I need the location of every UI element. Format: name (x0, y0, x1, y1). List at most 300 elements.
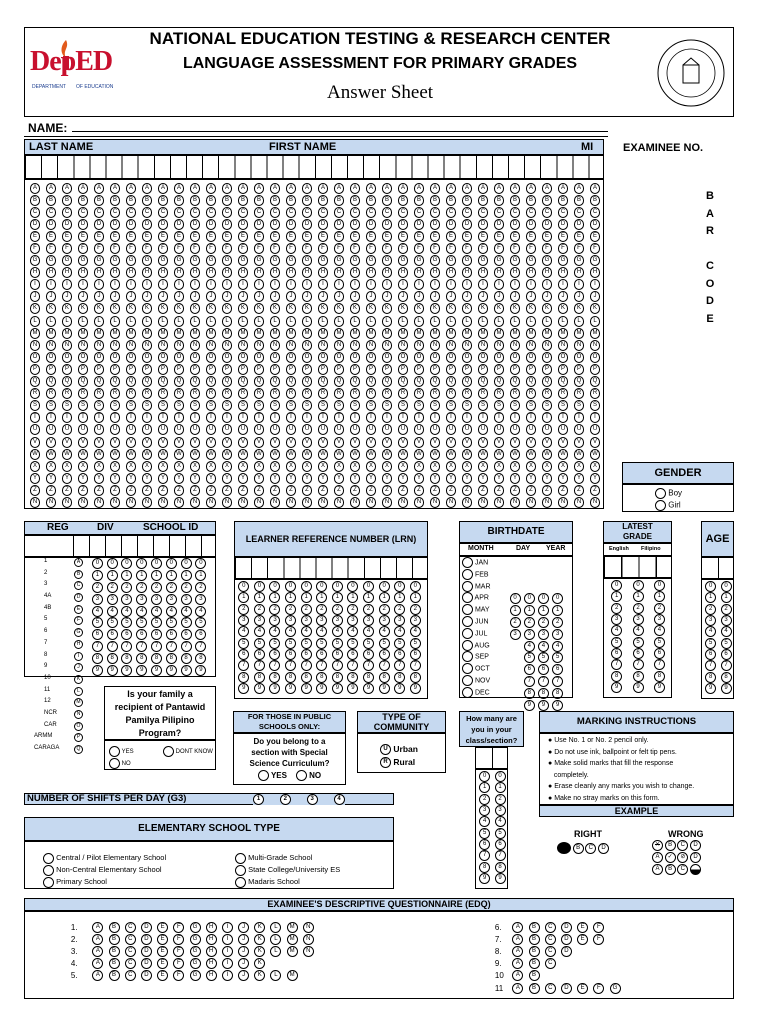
name-bubble[interactable]: R (46, 388, 57, 399)
name-bubble[interactable]: W (94, 449, 105, 460)
name-bubble[interactable]: S (142, 400, 153, 411)
date-bubble[interactable]: 0 (538, 593, 549, 604)
digit-bubble[interactable]: 6 (495, 839, 506, 850)
name-bubble[interactable]: W (590, 449, 601, 460)
name-bubble[interactable]: L (62, 316, 73, 327)
name-bubble[interactable]: M (206, 328, 217, 339)
name-bubble[interactable]: S (590, 400, 601, 411)
name-bubble[interactable]: C (126, 207, 137, 218)
name-bubble[interactable]: G (318, 255, 329, 266)
edq-bubble[interactable]: D (141, 946, 152, 957)
name-bubble[interactable]: B (398, 195, 409, 206)
digit-bubble[interactable]: 7 (195, 641, 206, 652)
name-bubble[interactable]: O (350, 352, 361, 363)
name-bubble[interactable]: X (526, 461, 537, 472)
name-bubble[interactable]: Z (318, 485, 329, 496)
name-bubble[interactable]: F (414, 243, 425, 254)
name-bubble[interactable]: K (158, 303, 169, 314)
name-bubble[interactable]: R (126, 388, 137, 399)
date-bubble[interactable]: 1 (510, 605, 521, 616)
edq-bubble[interactable]: N (303, 934, 314, 945)
name-bubble[interactable]: U (270, 424, 281, 435)
digit-bubble[interactable]: 4 (285, 626, 296, 637)
edq-bubble[interactable]: A (512, 958, 523, 969)
name-bubble[interactable]: P (302, 364, 313, 375)
name-bubble[interactable]: J (574, 291, 585, 302)
name-bubble[interactable]: Y (238, 473, 249, 484)
name-bubble[interactable]: U (318, 424, 329, 435)
digit-bubble[interactable]: 3 (136, 594, 147, 605)
digit-bubble[interactable]: 0 (238, 581, 249, 592)
name-bubble[interactable]: N (94, 340, 105, 351)
name-bubble[interactable]: L (206, 316, 217, 327)
name-bubble[interactable]: B (254, 195, 265, 206)
digit-bubble[interactable]: 1 (611, 591, 622, 602)
digit-bubble[interactable]: 9 (166, 665, 177, 676)
name-bubble[interactable]: B (590, 195, 601, 206)
date-bubble[interactable]: 4 (552, 641, 563, 652)
digit-bubble[interactable]: 2 (316, 604, 327, 615)
name-bubble[interactable]: S (238, 400, 249, 411)
digit-bubble[interactable]: 3 (285, 615, 296, 626)
digit-bubble[interactable]: 4 (332, 626, 343, 637)
name-bubble[interactable]: R (190, 388, 201, 399)
name-bubble[interactable]: Y (494, 473, 505, 484)
name-bubble[interactable]: A (78, 183, 89, 194)
digit-bubble[interactable]: 4 (379, 626, 390, 637)
date-bubble[interactable]: 3 (524, 629, 535, 640)
name-bubble[interactable]: K (318, 303, 329, 314)
name-bubble[interactable]: W (286, 449, 297, 460)
name-bubble[interactable]: D (526, 219, 537, 230)
name-bubble[interactable]: X (30, 461, 41, 472)
name-bubble[interactable]: U (142, 424, 153, 435)
name-bubble[interactable]: R (398, 388, 409, 399)
name-bubble[interactable]: S (286, 400, 297, 411)
name-bubble[interactable]: U (30, 424, 41, 435)
name-bubble[interactable]: K (558, 303, 569, 314)
month-bubble[interactable] (462, 628, 473, 639)
edq-bubble[interactable]: G (190, 970, 201, 981)
region-bubble[interactable]: I (74, 652, 83, 661)
name-bubble[interactable]: W (62, 449, 73, 460)
name-bubble[interactable]: M (62, 328, 73, 339)
edq-bubble[interactable]: A (92, 946, 103, 957)
digit-bubble[interactable]: 1 (316, 592, 327, 603)
name-bubble[interactable]: I (174, 279, 185, 290)
name-bubble[interactable]: X (158, 461, 169, 472)
name-bubble[interactable]: N (142, 340, 153, 351)
name-bubble[interactable]: G (62, 255, 73, 266)
name-bubble[interactable]: Z (30, 485, 41, 496)
name-bubble[interactable]: F (318, 243, 329, 254)
edq-bubble[interactable]: G (190, 958, 201, 969)
region-bubble[interactable]: O (74, 722, 83, 731)
edq-bubble[interactable]: E (577, 922, 588, 933)
name-bubble[interactable]: U (62, 424, 73, 435)
digit-bubble[interactable]: 6 (611, 648, 622, 659)
name-bubble[interactable]: T (78, 412, 89, 423)
name-bubble[interactable]: G (382, 255, 393, 266)
name-bubble[interactable]: N (526, 340, 537, 351)
name-bubble[interactable]: V (462, 437, 473, 448)
name-bubble[interactable]: A (542, 183, 553, 194)
name-bubble[interactable]: T (574, 412, 585, 423)
name-bubble[interactable]: A (30, 183, 41, 194)
name-bubble[interactable]: H (542, 267, 553, 278)
name-bubble[interactable]: B (526, 195, 537, 206)
name-bubble[interactable]: J (206, 291, 217, 302)
name-bubble[interactable]: S (110, 400, 121, 411)
name-bubble[interactable]: F (430, 243, 441, 254)
name-bubble[interactable]: F (174, 243, 185, 254)
name-bubble[interactable]: P (542, 364, 553, 375)
name-bubble[interactable]: I (286, 279, 297, 290)
name-bubble[interactable]: K (30, 303, 41, 314)
name-bubble[interactable]: B (510, 195, 521, 206)
name-bubble[interactable]: K (590, 303, 601, 314)
name-bubble[interactable]: V (94, 437, 105, 448)
name-bubble[interactable]: J (414, 291, 425, 302)
name-bubble[interactable]: C (46, 207, 57, 218)
name-bubble[interactable]: B (462, 195, 473, 206)
digit-bubble[interactable]: 1 (195, 570, 206, 581)
name-bubble[interactable]: E (590, 231, 601, 242)
name-bubble[interactable]: P (142, 364, 153, 375)
digit-bubble[interactable]: 3 (121, 594, 132, 605)
name-bubble[interactable]: V (142, 437, 153, 448)
name-bubble[interactable]: F (30, 243, 41, 254)
digit-bubble[interactable]: 0 (495, 771, 506, 782)
state-college-bubble[interactable] (235, 865, 246, 876)
name-bubble[interactable]: H (238, 267, 249, 278)
digit-bubble[interactable]: 0 (285, 581, 296, 592)
name-bubble[interactable]: O (414, 352, 425, 363)
name-bubble[interactable]: K (574, 303, 585, 314)
name-bubble[interactable]: W (494, 449, 505, 460)
name-bubble[interactable]: N (446, 340, 457, 351)
digit-bubble[interactable]: 0 (347, 581, 358, 592)
name-bubble[interactable]: J (126, 291, 137, 302)
region-bubble[interactable]: B (74, 570, 83, 579)
name-bubble[interactable]: S (494, 400, 505, 411)
name-bubble[interactable]: Ñ (286, 497, 297, 508)
name-bubble[interactable]: C (462, 207, 473, 218)
name-bubble[interactable]: M (30, 328, 41, 339)
name-bubble[interactable]: P (94, 364, 105, 375)
edq-bubble[interactable]: H (206, 970, 217, 981)
name-bubble[interactable]: R (446, 388, 457, 399)
name-bubble[interactable]: Y (574, 473, 585, 484)
name-bubble[interactable]: F (366, 243, 377, 254)
name-bubble[interactable]: Ñ (542, 497, 553, 508)
name-bubble[interactable]: L (590, 316, 601, 327)
name-bubble[interactable]: F (62, 243, 73, 254)
name-bubble[interactable]: S (334, 400, 345, 411)
name-bubble[interactable]: U (398, 424, 409, 435)
name-bubble[interactable]: E (542, 231, 553, 242)
name-bubble[interactable]: M (142, 328, 153, 339)
name-bubble[interactable]: B (542, 195, 553, 206)
name-bubble[interactable]: F (46, 243, 57, 254)
name-bubble[interactable]: L (462, 316, 473, 327)
digit-bubble[interactable]: 4 (721, 626, 732, 637)
name-bubble[interactable]: Ñ (510, 497, 521, 508)
name-bubble[interactable]: Y (78, 473, 89, 484)
name-bubble[interactable]: P (398, 364, 409, 375)
digit-bubble[interactable]: 8 (394, 672, 405, 683)
name-bubble[interactable]: S (302, 400, 313, 411)
name-bubble[interactable]: Ñ (430, 497, 441, 508)
name-bubble[interactable]: A (142, 183, 153, 194)
name-bubble[interactable]: N (462, 340, 473, 351)
digit-bubble[interactable]: 1 (654, 591, 665, 602)
name-bubble[interactable]: W (222, 449, 233, 460)
name-bubble[interactable]: C (158, 207, 169, 218)
digit-bubble[interactable]: 6 (347, 649, 358, 660)
name-bubble[interactable]: D (142, 219, 153, 230)
digit-bubble[interactable]: 3 (166, 594, 177, 605)
name-bubble[interactable]: L (382, 316, 393, 327)
name-bubble[interactable]: C (590, 207, 601, 218)
name-bubble[interactable]: I (478, 279, 489, 290)
name-bubble[interactable]: C (302, 207, 313, 218)
digit-bubble[interactable]: 4 (195, 606, 206, 617)
name-bubble[interactable]: T (510, 412, 521, 423)
edq-bubble[interactable]: C (545, 934, 556, 945)
digit-bubble[interactable]: 4 (394, 626, 405, 637)
name-bubble[interactable]: Z (238, 485, 249, 496)
ssc-no-bubble[interactable] (296, 770, 307, 781)
name-bubble[interactable]: P (238, 364, 249, 375)
digit-bubble[interactable]: 0 (136, 558, 147, 569)
name-bubble[interactable]: K (94, 303, 105, 314)
name-bubble[interactable]: E (510, 231, 521, 242)
name-bubble[interactable]: Z (286, 485, 297, 496)
name-bubble[interactable]: J (590, 291, 601, 302)
name-bubble[interactable]: H (78, 267, 89, 278)
digit-bubble[interactable]: 8 (107, 653, 118, 664)
rural-bubble[interactable]: R (380, 757, 391, 768)
name-bubble[interactable]: G (142, 255, 153, 266)
name-bubble[interactable]: Z (190, 485, 201, 496)
digit-bubble[interactable]: 3 (495, 805, 506, 816)
name-bubble[interactable]: H (270, 267, 281, 278)
name-bubble[interactable]: M (478, 328, 489, 339)
name-bubble[interactable]: O (222, 352, 233, 363)
edq-bubble[interactable]: C (545, 946, 556, 957)
edq-bubble[interactable]: M (287, 934, 298, 945)
digit-bubble[interactable]: 6 (238, 649, 249, 660)
name-bubble[interactable]: V (62, 437, 73, 448)
name-bubble[interactable]: O (174, 352, 185, 363)
name-bubble[interactable]: M (510, 328, 521, 339)
name-bubble[interactable]: L (238, 316, 249, 327)
name-bubble[interactable]: T (494, 412, 505, 423)
name-bubble[interactable]: J (446, 291, 457, 302)
digit-bubble[interactable]: 8 (332, 672, 343, 683)
digit-bubble[interactable]: 9 (121, 665, 132, 676)
name-bubble[interactable]: Ñ (46, 497, 57, 508)
edq-bubble[interactable]: E (157, 958, 168, 969)
edq-bubble[interactable]: B (109, 946, 120, 957)
name-bubble[interactable]: U (382, 424, 393, 435)
edq-bubble[interactable]: D (561, 946, 572, 957)
digit-bubble[interactable]: 6 (301, 649, 312, 660)
digit-bubble[interactable]: 1 (363, 592, 374, 603)
name-bubble[interactable]: S (30, 400, 41, 411)
name-bubble[interactable]: U (494, 424, 505, 435)
name-bubble[interactable]: Z (254, 485, 265, 496)
name-bubble[interactable]: W (414, 449, 425, 460)
name-bubble[interactable]: M (78, 328, 89, 339)
name-bubble[interactable]: X (462, 461, 473, 472)
name-bubble[interactable]: V (478, 437, 489, 448)
name-bubble[interactable]: Y (110, 473, 121, 484)
name-bubble[interactable]: X (382, 461, 393, 472)
name-bubble[interactable]: Y (398, 473, 409, 484)
name-bubble[interactable]: G (590, 255, 601, 266)
digit-bubble[interactable]: 1 (347, 592, 358, 603)
name-bubble[interactable]: G (558, 255, 569, 266)
digit-bubble[interactable]: 1 (269, 592, 280, 603)
name-bubble[interactable]: P (590, 364, 601, 375)
name-bubble[interactable]: W (430, 449, 441, 460)
name-bubble[interactable]: A (366, 183, 377, 194)
name-bubble[interactable]: E (414, 231, 425, 242)
digit-bubble[interactable]: 1 (151, 570, 162, 581)
name-bubble[interactable]: O (590, 352, 601, 363)
digit-bubble[interactable]: 7 (363, 660, 374, 671)
digit-bubble[interactable]: 2 (347, 604, 358, 615)
edq-bubble[interactable]: H (206, 934, 217, 945)
digit-bubble[interactable]: 7 (611, 659, 622, 670)
digit-bubble[interactable]: 6 (285, 649, 296, 660)
digit-bubble[interactable]: 6 (705, 649, 716, 660)
name-bubble[interactable]: B (318, 195, 329, 206)
name-bubble[interactable]: I (142, 279, 153, 290)
name-bubble[interactable]: D (462, 219, 473, 230)
digit-bubble[interactable]: 3 (633, 614, 644, 625)
name-bubble[interactable]: E (78, 231, 89, 242)
digit-bubble[interactable]: 9 (316, 683, 327, 694)
name-bubble[interactable]: N (30, 340, 41, 351)
name-bubble[interactable]: S (510, 400, 521, 411)
name-bubble[interactable]: J (190, 291, 201, 302)
name-bubble[interactable]: T (174, 412, 185, 423)
name-bubble[interactable]: G (94, 255, 105, 266)
name-bubble[interactable]: J (302, 291, 313, 302)
digit-bubble[interactable]: 1 (495, 782, 506, 793)
digit-bubble[interactable]: 0 (379, 581, 390, 592)
name-bubble[interactable]: R (302, 388, 313, 399)
name-bubble[interactable]: Y (478, 473, 489, 484)
digit-bubble[interactable]: 4 (410, 626, 421, 637)
name-bubble[interactable]: I (238, 279, 249, 290)
name-bubble[interactable]: L (30, 316, 41, 327)
name-bubble[interactable]: F (286, 243, 297, 254)
edq-bubble[interactable]: J (238, 922, 249, 933)
date-bubble[interactable]: 8 (524, 688, 535, 699)
name-bubble[interactable]: R (414, 388, 425, 399)
name-bubble[interactable]: Q (126, 376, 137, 387)
name-bubble[interactable]: A (190, 183, 201, 194)
name-bubble[interactable]: V (110, 437, 121, 448)
name-bubble[interactable]: W (542, 449, 553, 460)
name-bubble[interactable]: J (46, 291, 57, 302)
edq-bubble[interactable]: M (287, 922, 298, 933)
digit-bubble[interactable]: 1 (301, 592, 312, 603)
name-bubble[interactable]: Z (558, 485, 569, 496)
name-bubble[interactable]: E (30, 231, 41, 242)
name-bubble[interactable]: R (206, 388, 217, 399)
name-bubble[interactable]: M (190, 328, 201, 339)
digit-bubble[interactable]: 8 (363, 672, 374, 683)
name-bubble[interactable]: W (510, 449, 521, 460)
name-bubble[interactable]: W (334, 449, 345, 460)
name-bubble[interactable]: C (574, 207, 585, 218)
digit-bubble[interactable]: 1 (633, 591, 644, 602)
digit-bubble[interactable]: 6 (92, 629, 103, 640)
digit-bubble[interactable]: 2 (238, 604, 249, 615)
name-bubble[interactable]: R (430, 388, 441, 399)
name-bubble[interactable]: L (190, 316, 201, 327)
name-bubble[interactable]: S (270, 400, 281, 411)
name-bubble[interactable]: B (446, 195, 457, 206)
name-bubble[interactable]: G (190, 255, 201, 266)
name-bubble[interactable]: U (174, 424, 185, 435)
name-bubble[interactable]: Q (286, 376, 297, 387)
digit-bubble[interactable]: 6 (394, 649, 405, 660)
name-bubble[interactable]: J (542, 291, 553, 302)
name-bubble[interactable]: G (350, 255, 361, 266)
name-bubble[interactable]: G (30, 255, 41, 266)
name-bubble[interactable]: U (414, 424, 425, 435)
urban-bubble[interactable]: U (380, 744, 391, 755)
name-bubble[interactable]: T (302, 412, 313, 423)
name-bubble[interactable]: V (270, 437, 281, 448)
digit-bubble[interactable]: 8 (410, 672, 421, 683)
name-bubble[interactable]: H (318, 267, 329, 278)
digit-bubble[interactable]: 2 (705, 604, 716, 615)
name-bubble[interactable]: Y (190, 473, 201, 484)
name-bubble[interactable]: Z (366, 485, 377, 496)
name-bubble[interactable]: K (494, 303, 505, 314)
name-bubble[interactable]: X (590, 461, 601, 472)
name-bubble[interactable]: P (366, 364, 377, 375)
name-bubble[interactable]: X (542, 461, 553, 472)
name-bubble[interactable]: Ñ (110, 497, 121, 508)
name-bubble[interactable]: O (366, 352, 377, 363)
digit-bubble[interactable]: 6 (363, 649, 374, 660)
name-bubble[interactable]: X (574, 461, 585, 472)
name-bubble[interactable]: N (190, 340, 201, 351)
digit-bubble[interactable]: 7 (705, 660, 716, 671)
name-bubble[interactable]: A (382, 183, 393, 194)
name-bubble[interactable]: A (430, 183, 441, 194)
name-bubble[interactable]: V (446, 437, 457, 448)
name-bubble[interactable]: D (318, 219, 329, 230)
name-bubble[interactable]: F (446, 243, 457, 254)
digit-bubble[interactable]: 6 (721, 649, 732, 660)
name-bubble[interactable]: J (558, 291, 569, 302)
name-bubble[interactable]: Z (478, 485, 489, 496)
name-bubble[interactable]: R (574, 388, 585, 399)
name-bubble[interactable]: T (286, 412, 297, 423)
edq-bubble[interactable]: L (270, 970, 281, 981)
name-bubble[interactable]: Q (206, 376, 217, 387)
name-bubble[interactable]: T (158, 412, 169, 423)
